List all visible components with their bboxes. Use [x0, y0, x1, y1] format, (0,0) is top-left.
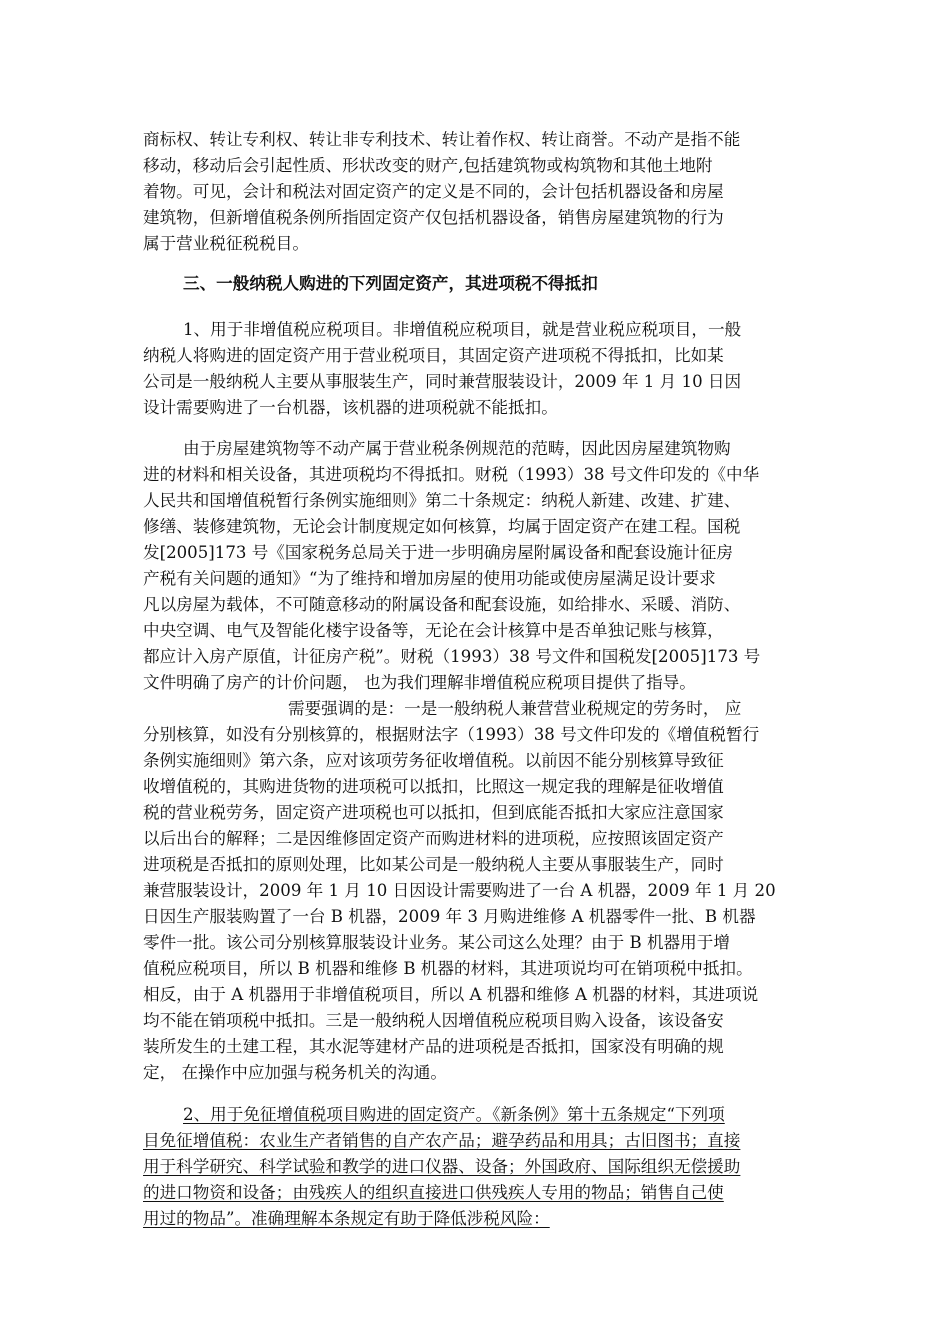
text-line: 定， 在操作中应加强与税务机关的沟通。 — [143, 1063, 447, 1082]
text-line: 设计需要购进了一台机器，该机器的进项税就不能抵扣。 — [143, 398, 558, 417]
section-heading: 三、一般纳税人购进的下列固定资产，其进项税不得抵扣 — [183, 274, 598, 293]
text-line: 零件一批。该公司分别核算服装设计业务。某公司这么处理？由于 B 机器用于增 — [143, 933, 730, 952]
text-line: 日因生产服装购置了一台 B 机器，2009 年 3 月购进维修 A 机器零件一批、B 机器 — [143, 907, 756, 926]
text-line: 需要强调的是：一是一般纳税人兼营营业税规定的劳务时， 应 — [288, 699, 742, 718]
text-line: 税的营业税劳务，固定资产进项税也可以抵扣，但到底能否抵扣大家应注意国家 — [143, 803, 724, 822]
underlined-text-line: 用于科学研究、科学试验和教学的进口仪器、设备；外国政府、国际组织无偿援助 — [143, 1157, 741, 1176]
text-line: 公司是一般纳税人主要从事服装生产，同时兼营服装设计，2009 年 1 月 10 日因 — [143, 372, 742, 391]
text-line: 兼营服装设计，2009 年 1 月 10 日因设计需要购进了一台 A 机器，2009 年 1 月 20 — [143, 881, 776, 900]
text-line: 文件明确了房产的计价问题， 也为我们理解非增值税应税项目提供了指导。 — [143, 673, 696, 692]
text-line: 修缮、装修建筑物，无论会计制度规定如何核算，均属于固定资产在建工程。国税 — [143, 517, 741, 536]
text-line: 凡以房屋为载体，不可随意移动的附属设备和配套设施，如给排水、采暖、消防、 — [143, 595, 741, 614]
text-line: 中央空调、电气及智能化楼宇设备等，无论在会计核算中是否单独记账与核算， — [143, 621, 724, 640]
underlined-text-line: 的进口物资和设备；由残疾人的组织直接进口供残疾人专用的物品；销售自己使 — [143, 1183, 724, 1202]
text-line: 1、用于非增值税应税项目。非增值税应税项目，就是营业税应税项目，一般 — [183, 320, 742, 339]
text-line: 着物。可见，会计和税法对固定资产的定义是不同的，会计包括机器设备和房屋 — [143, 182, 724, 201]
text-line: 由于房屋建筑物等不动产属于营业税条例规范的范畴，因此因房屋建筑物购 — [183, 439, 731, 458]
text-line: 进项税是否抵扣的原则处理，比如某公司是一般纳税人主要从事服装生产，同时 — [143, 855, 724, 874]
text-line: 条例实施细则》第六条，应对该项劳务征收增值税。以前因不能分别核算导致征 — [143, 751, 724, 770]
text-line: 进的材料和相关设备，其进项税均不得抵扣。财税（1993）38 号文件印发的《中华 — [143, 465, 760, 484]
text-line: 收增值税的，其购进货物的进项税可以抵扣，比照这一规定我的理解是征收增值 — [143, 777, 724, 796]
text-line: 以后出台的解释；二是因维修固定资产而购进材料的进项税，应按照该固定资产 — [143, 829, 724, 848]
text-line: 建筑物，但新增值税条例所指固定资产仅包括机器设备，销售房屋建筑物的行为 — [143, 208, 724, 227]
text-line: 相反，由于 A 机器用于非增值税项目，所以 A 机器和维修 A 机器的材料，其进项说 — [143, 985, 759, 1004]
text-line: 商标权、转让专利权、转让非专利技术、转让着作权、转让商誉。不动产是指不能 — [143, 130, 741, 149]
text-line: 分别核算，如没有分别核算的，根据财法字（1993）38 号文件印发的《增值税暂行 — [143, 725, 760, 744]
text-line: 纳税人将购进的固定资产用于营业税项目，其固定资产进项税不得抵扣，比如某 — [143, 346, 724, 365]
text-line: 人民共和国增值税暂行条例实施细则》第二十条规定：纳税人新建、改建、扩建、 — [143, 491, 741, 510]
text-line: 属于营业税征税税目。 — [143, 234, 309, 253]
text-line: 发[2005]173 号《国家税务总局关于进一步明确房屋附属设备和配套设施计征房 — [143, 543, 733, 562]
underlined-text-line: 用过的物品”。准确理解本条规定有助于降低涉税风险： — [143, 1209, 550, 1228]
underlined-text-line: 目免征增值税：农业生产者销售的自产农产品；避孕药品和用具；古旧图书；直接 — [143, 1131, 741, 1150]
text-line: 均不能在销项税中抵扣。三是一般纳税人因增值税应税项目购入设备，该设备安 — [143, 1011, 724, 1030]
text-line: 都应计入房产原值，计征房产税”。财税（1993）38 号文件和国税发[2005]173 号 — [143, 647, 761, 666]
text-line: 产税有关问题的通知》“为了维持和增加房屋的使用功能或使房屋满足设计要求 — [143, 569, 716, 588]
text-line: 移动，移动后会引起性质、形状改变的财产,包括建筑物或构筑物和其他土地附 — [143, 156, 713, 175]
text-line: 值税应税项目，所以 B 机器和维修 B 机器的材料，其进项说均可在销项税中抵扣。 — [143, 959, 753, 978]
underlined-text-line: 2、用于免征增值税项目购进的固定资产。《新条例》第十五条规定“下列项 — [183, 1105, 725, 1124]
text-line: 装所发生的土建工程，其水泥等建材产品的进项税是否抵扣，国家没有明确的规 — [143, 1037, 724, 1056]
